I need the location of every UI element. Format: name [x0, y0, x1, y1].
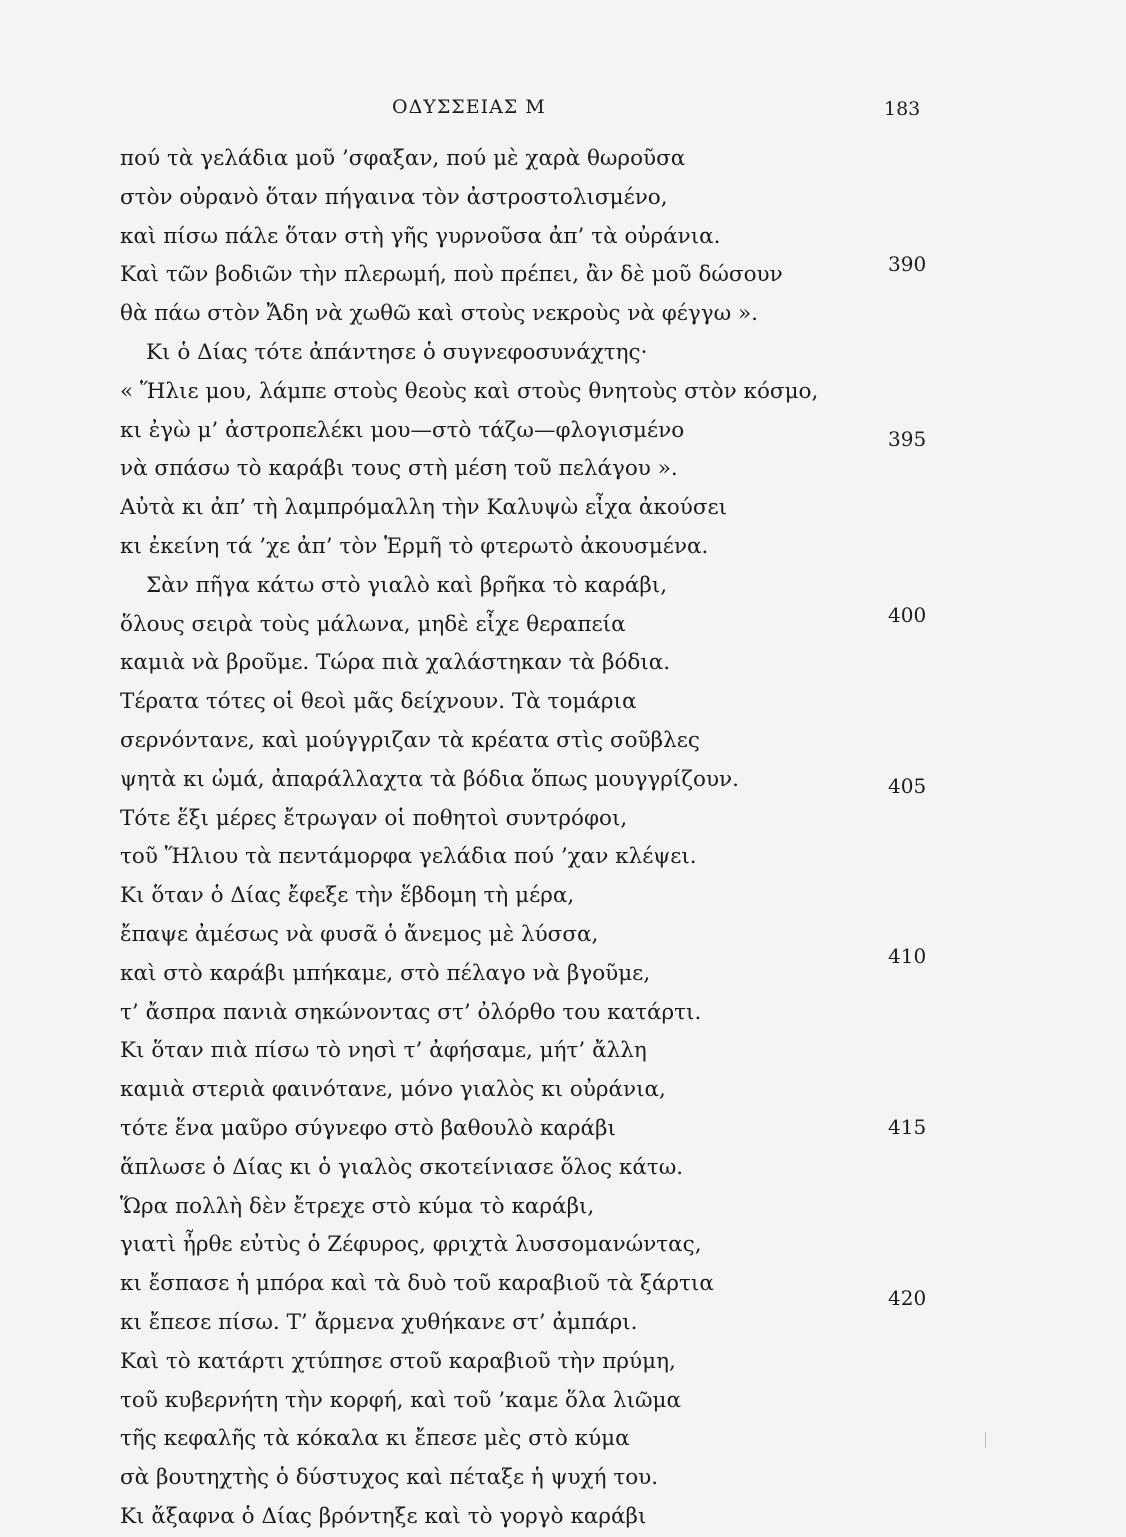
line-number-410: 410 [888, 944, 927, 968]
verse-line: Σὰν πῆγα κάτω στὸ γιαλὸ καὶ βρῆκα τὸ καράβι, [146, 572, 668, 598]
verse-line: Κι ὁ Δίας τότε ἀπάντησε ὁ συγνεφοσυνάχτης· [146, 339, 648, 365]
verse-line: κι ἔσπασε ἡ μπόρα καὶ τὰ δυὸ τοῦ καραβιοῦ τὰ ξάρτια [120, 1271, 714, 1297]
verse-line: Τότε ἕξι μέρες ἔτρωγαν οἱ ποθητοὶ συντρόφοι, [120, 805, 628, 831]
verse-line: ὅλους σειρὰ τοὺς μάλωνα, μηδὲ εἶχε θεραπεία [120, 611, 626, 637]
verse-line: νὰ σπάσω τὸ καράβι τους στὴ μέση τοῦ πελάγου ». [120, 456, 678, 482]
verse-line: κι ἔπεσε πίσω. Τ’ ἄρμενα χυθήκανε στ’ ἀμπάρι. [120, 1309, 638, 1335]
line-number-415: 415 [888, 1115, 927, 1139]
verse-line: ψητὰ κι ὠμά, ἀπαράλλαχτα τὰ βόδια ὅπως μουγγρίζουν. [120, 766, 739, 792]
verse-line: καμιὰ στεριὰ φαινότανε, μόνο γιαλὸς κι οὐράνια, [120, 1077, 666, 1103]
verse-line: ἅπλωσε ὁ Δίας κι ὁ γιαλὸς σκοτείνιασε ὅλος κάτω. [120, 1154, 684, 1180]
verse-line: Κι ὅταν ὁ Δίας ἔφεξε τὴν ἕβδομη τὴ μέρα, [120, 883, 575, 909]
verse-line: Ὥρα πολλὴ δὲν ἔτρεχε στὸ κύμα τὸ καράβι, [120, 1193, 595, 1219]
line-number-405: 405 [888, 774, 927, 798]
verse-line: κι ἐγὼ μ’ ἀστροπελέκι μου—στὸ τάζω—φλογισμένο [120, 417, 685, 443]
verse-line: πού τὰ γελάδια μοῦ ’σφαξαν, πού μὲ χαρὰ θωροῦσα [120, 146, 686, 171]
line-number-395: 395 [888, 427, 927, 451]
running-title: ΟΔΥΣΣΕΙΑΣ Μ [392, 96, 546, 118]
line-number-400: 400 [888, 603, 927, 627]
verse-line: τότε ἕνα μαῦρο σύγνεφο στὸ βαθουλὸ καράβι [120, 1115, 616, 1141]
verse-line: γιατὶ ἦρθε εὐτὺς ὁ Ζέφυρος, φριχτὰ λυσσομανώντας, [120, 1232, 702, 1258]
verse-line: στὸν οὐρανὸ ὅταν πήγαινα τὸν ἀστροστολισμένο, [120, 184, 668, 210]
verse-line: καμιὰ νὰ βροῦμε. Τώρα πιὰ χαλάστηκαν τὰ βόδια. [120, 650, 671, 676]
page-number: 183 [884, 98, 921, 120]
verse-block [120, 140, 880, 1537]
verse-line: καὶ πίσω πάλε ὅταν στὴ γῆς γυρνοῦσα ἀπ’ τὰ οὐράνια. [120, 223, 721, 249]
verse-line: τοῦ κυβερνήτη τὴν κορφή, καὶ τοῦ ’καμε ὅλα λιῶμα [120, 1387, 682, 1413]
verse-line: σερνόντανε, καὶ μούγγριζαν τὰ κρέατα στὶς σοῦβλες [120, 727, 700, 753]
verse-line: Αὐτὰ κι ἀπ’ τὴ λαμπρόμαλλη τὴν Καλυψὼ εἶχα ἀκούσει [120, 495, 728, 521]
verse-line: θὰ πάω στὸν Ἄδη νὰ χωθῶ καὶ στοὺς νεκροὺς νὰ φέγγω ». [120, 301, 758, 327]
verse-line: Κι ὅταν πιὰ πίσω τὸ νησὶ τ’ ἀφήσαμε, μήτ’ ἄλλη [120, 1038, 647, 1064]
verse-line: Κι ἄξαφνα ὁ Δίας βρόντηξε καὶ τὸ γοργὸ καράβι [120, 1503, 647, 1529]
margin-tick-mark [985, 1432, 986, 1448]
verse-line: ἔπαψε ἀμέσως νὰ φυσᾶ ὁ ἄνεμος μὲ λύσσα, [120, 921, 599, 947]
verse-line: καὶ στὸ καράβι μπήκαμε, στὸ πέλαγο νὰ βγοῦμε, [120, 960, 651, 986]
verse-line: Καὶ τὸ κατάρτι χτύπησε στοῦ καραβιοῦ τὴν πρύμη, [120, 1348, 676, 1374]
verse-line: τ’ ἄσπρα πανιὰ σηκώνοντας στ’ ὀλόρθο του κατάρτι. [120, 999, 702, 1025]
line-number-420: 420 [888, 1286, 927, 1310]
verse-line: Καὶ τῶν βοδιῶν τὴν πλερωμή, ποὺ πρέπει, ἂν δὲ μοῦ δώσουν [120, 262, 783, 288]
verse-line: κι ἐκείνη τά ’χε ἀπ’ τὸν Ἑρμῆ τὸ φτερωτὸ ἀκουσμένα. [120, 533, 709, 559]
verse-line: Τέρατα τότες οἱ θεοὶ μᾶς δείχνουν. Τὰ τομάρια [120, 689, 637, 715]
line-number-390: 390 [888, 252, 927, 276]
verse-line: τοῦ Ἥλιου τὰ πεντάμορφα γελάδια πού ’χαν κλέψει. [120, 844, 697, 870]
verse-line: « Ἥλιε μου, λάμπε στοὺς θεοὺς καὶ στοὺς θνητοὺς στὸν κόσμο, [120, 378, 819, 404]
verse-line: σὰ βουτηχτὴς ὁ δύστυχος καὶ πέταξε ἡ ψυχή του. [120, 1465, 659, 1491]
verse-line: τῆς κεφαλῆς τὰ κόκαλα κι ἔπεσε μὲς στὸ κύμα [120, 1426, 630, 1452]
